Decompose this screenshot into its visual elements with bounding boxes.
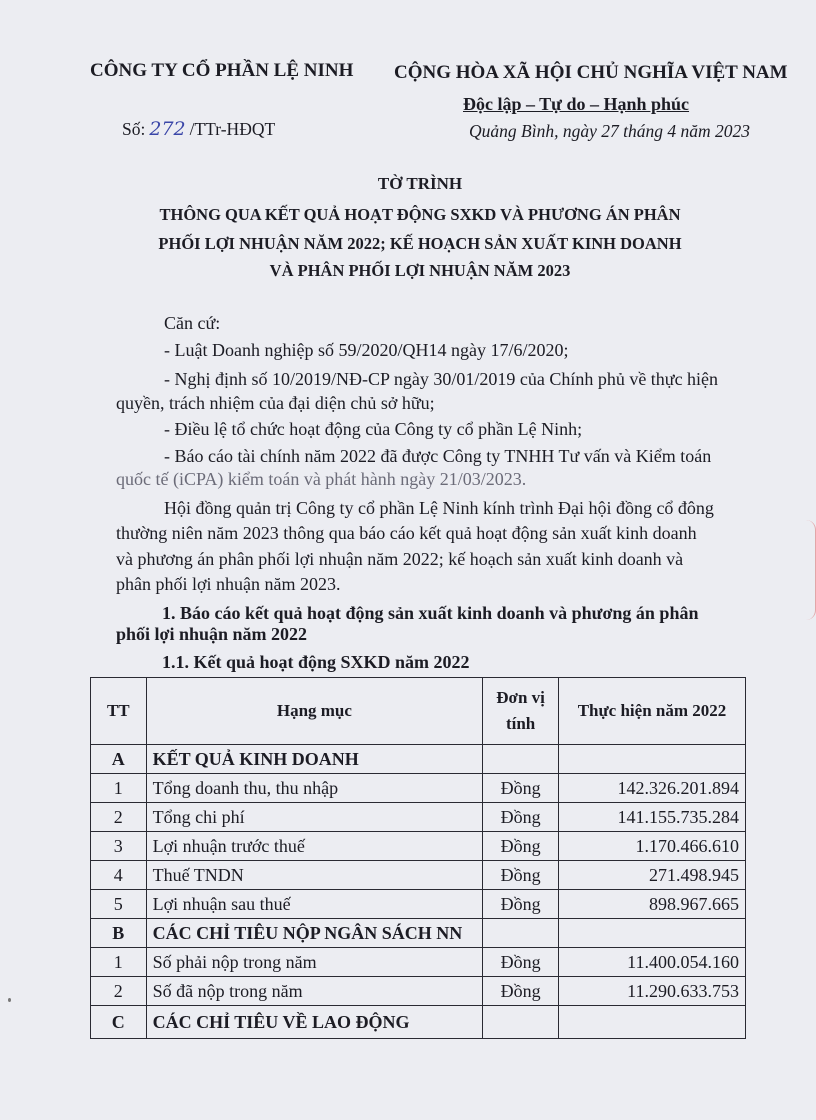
results-table xyxy=(90,677,746,1039)
row-value: 1.170.466.610 xyxy=(558,832,745,861)
row-tt: 3 xyxy=(91,832,147,861)
row-value: 142.326.201.894 xyxy=(558,774,745,803)
doc-title: TỜ TRÌNH xyxy=(377,174,463,193)
nation-heading: CỘNG HÒA XÃ HỘI CHỦ NGHĨA VIỆT NAM xyxy=(394,62,788,83)
doc-subtitle-line-1: THÔNG QUA KẾT QUẢ HOẠT ĐỘNG SXKD VÀ PHƯƠNG ÁN PHÂN xyxy=(159,205,681,224)
row-value: 141.155.735.284 xyxy=(558,803,745,832)
row-value xyxy=(558,919,745,948)
table-row xyxy=(91,1006,746,1039)
row-unit: Đồng xyxy=(483,890,559,919)
table-row xyxy=(91,774,746,803)
row-item: Lợi nhuận sau thuế xyxy=(146,890,483,919)
row-unit: Đồng xyxy=(483,774,559,803)
row-unit: Đồng xyxy=(483,803,559,832)
basis-item-4-cont: quốc tế (iCPA) kiểm toán và phát hành ngày 21/03/2023. xyxy=(116,469,527,489)
intro-line-3: và phương án phân phối lợi nhuận năm 2022; kế hoạch sản xuất kinh doanh và xyxy=(116,549,684,569)
row-tt: C xyxy=(91,1006,147,1039)
row-value: 898.967.665 xyxy=(558,890,745,919)
basis-item-3: - Điều lệ tổ chức hoạt động của Công ty cổ phần Lệ Ninh; xyxy=(164,419,583,439)
row-item: KẾT QUẢ KINH DOANH xyxy=(146,745,483,774)
intro-line-1: Hội đồng quản trị Công ty cổ phần Lệ Ninh kính trình Đại hội đồng cổ đông xyxy=(164,498,714,518)
row-value: 11.290.633.753 xyxy=(558,977,745,1006)
row-value xyxy=(558,1006,745,1039)
row-unit xyxy=(483,919,559,948)
table-header-row xyxy=(91,678,746,745)
intro-line-2: thường niên năm 2023 thông qua báo cáo kết quả hoạt động sản xuất kinh doanh xyxy=(116,523,697,543)
document-number xyxy=(122,118,275,140)
basis-item-2-cont: quyền, trách nhiệm của đại diện chủ sở hữu; xyxy=(116,393,435,413)
row-item: Thuế TNDN xyxy=(146,861,483,890)
document-date: Quảng Bình, ngày 27 tháng 4 năm 2023 xyxy=(469,121,750,141)
row-item: Tổng doanh thu, thu nhập xyxy=(146,774,483,803)
scan-speck xyxy=(8,998,11,1002)
row-item: Số đã nộp trong năm xyxy=(146,977,483,1006)
doc-subtitle-line-2: PHỐI LỢI NHUẬN NĂM 2022; KẾ HOẠCH SẢN XUẤT KINH DOANH xyxy=(158,234,682,253)
header-unit-line-2: tính xyxy=(505,714,536,733)
row-value xyxy=(558,745,745,774)
row-tt: 2 xyxy=(91,977,147,1006)
row-tt: 4 xyxy=(91,861,147,890)
row-tt: A xyxy=(91,745,147,774)
row-item: CÁC CHỈ TIÊU NỘP NGÂN SÁCH NN xyxy=(146,919,483,948)
section-1-heading: 1. Báo cáo kết quả hoạt động sản xuất kinh doanh và phương án phân xyxy=(162,603,699,623)
row-unit: Đồng xyxy=(483,977,559,1006)
scan-edge-mark xyxy=(805,520,816,620)
table-row xyxy=(91,919,746,948)
header-unit-line-1: Đơn vị xyxy=(496,688,545,707)
header-unit xyxy=(483,678,559,745)
table-row xyxy=(91,948,746,977)
doc-number-prefix: Số: xyxy=(122,119,146,139)
table-row xyxy=(91,832,746,861)
row-tt: 1 xyxy=(91,948,147,977)
row-unit: Đồng xyxy=(483,832,559,861)
national-motto: Độc lập – Tự do – Hạnh phúc xyxy=(463,94,690,114)
row-tt: 5 xyxy=(91,890,147,919)
table-row xyxy=(91,745,746,774)
section-1-heading-cont: phối lợi nhuận năm 2022 xyxy=(116,624,308,644)
doc-number-handwritten: 272 xyxy=(149,118,186,140)
row-value: 271.498.945 xyxy=(558,861,745,890)
table-row xyxy=(91,977,746,1006)
header-tt: TT xyxy=(91,678,147,745)
row-item: Số phải nộp trong năm xyxy=(146,948,483,977)
row-unit xyxy=(483,1006,559,1039)
row-unit: Đồng xyxy=(483,948,559,977)
row-tt: 2 xyxy=(91,803,147,832)
company-name: CÔNG TY CỔ PHẦN LỆ NINH xyxy=(90,60,354,81)
row-value: 11.400.054.160 xyxy=(558,948,745,977)
table-row xyxy=(91,861,746,890)
header-item: Hạng mục xyxy=(146,678,483,745)
section-1-1-heading: 1.1. Kết quả hoạt động SXKD năm 2022 xyxy=(162,652,470,672)
table-row xyxy=(91,803,746,832)
row-tt: B xyxy=(91,919,147,948)
basis-label: Căn cứ: xyxy=(164,313,221,333)
row-tt: 1 xyxy=(91,774,147,803)
basis-item-4: - Báo cáo tài chính năm 2022 đã được Công ty TNHH Tư vấn và Kiểm toán xyxy=(164,446,712,466)
doc-number-suffix: /TTr-HĐQT xyxy=(189,119,276,139)
doc-subtitle-line-3: VÀ PHÂN PHỐI LỢI NHUẬN NĂM 2023 xyxy=(269,261,571,280)
row-item: Lợi nhuận trước thuế xyxy=(146,832,483,861)
row-unit xyxy=(483,745,559,774)
basis-item-1: - Luật Doanh nghiệp số 59/2020/QH14 ngày 17/6/2020; xyxy=(164,340,569,360)
basis-item-2: - Nghị định số 10/2019/NĐ-CP ngày 30/01/2019 của Chính phủ về thực hiện xyxy=(164,369,719,389)
table-row xyxy=(91,890,746,919)
row-item: Tổng chi phí xyxy=(146,803,483,832)
header-value: Thực hiện năm 2022 xyxy=(558,678,745,745)
row-item: CÁC CHỈ TIÊU VỀ LAO ĐỘNG xyxy=(146,1006,483,1039)
row-unit: Đồng xyxy=(483,861,559,890)
intro-line-4: phân phối lợi nhuận năm 2023. xyxy=(116,574,341,594)
